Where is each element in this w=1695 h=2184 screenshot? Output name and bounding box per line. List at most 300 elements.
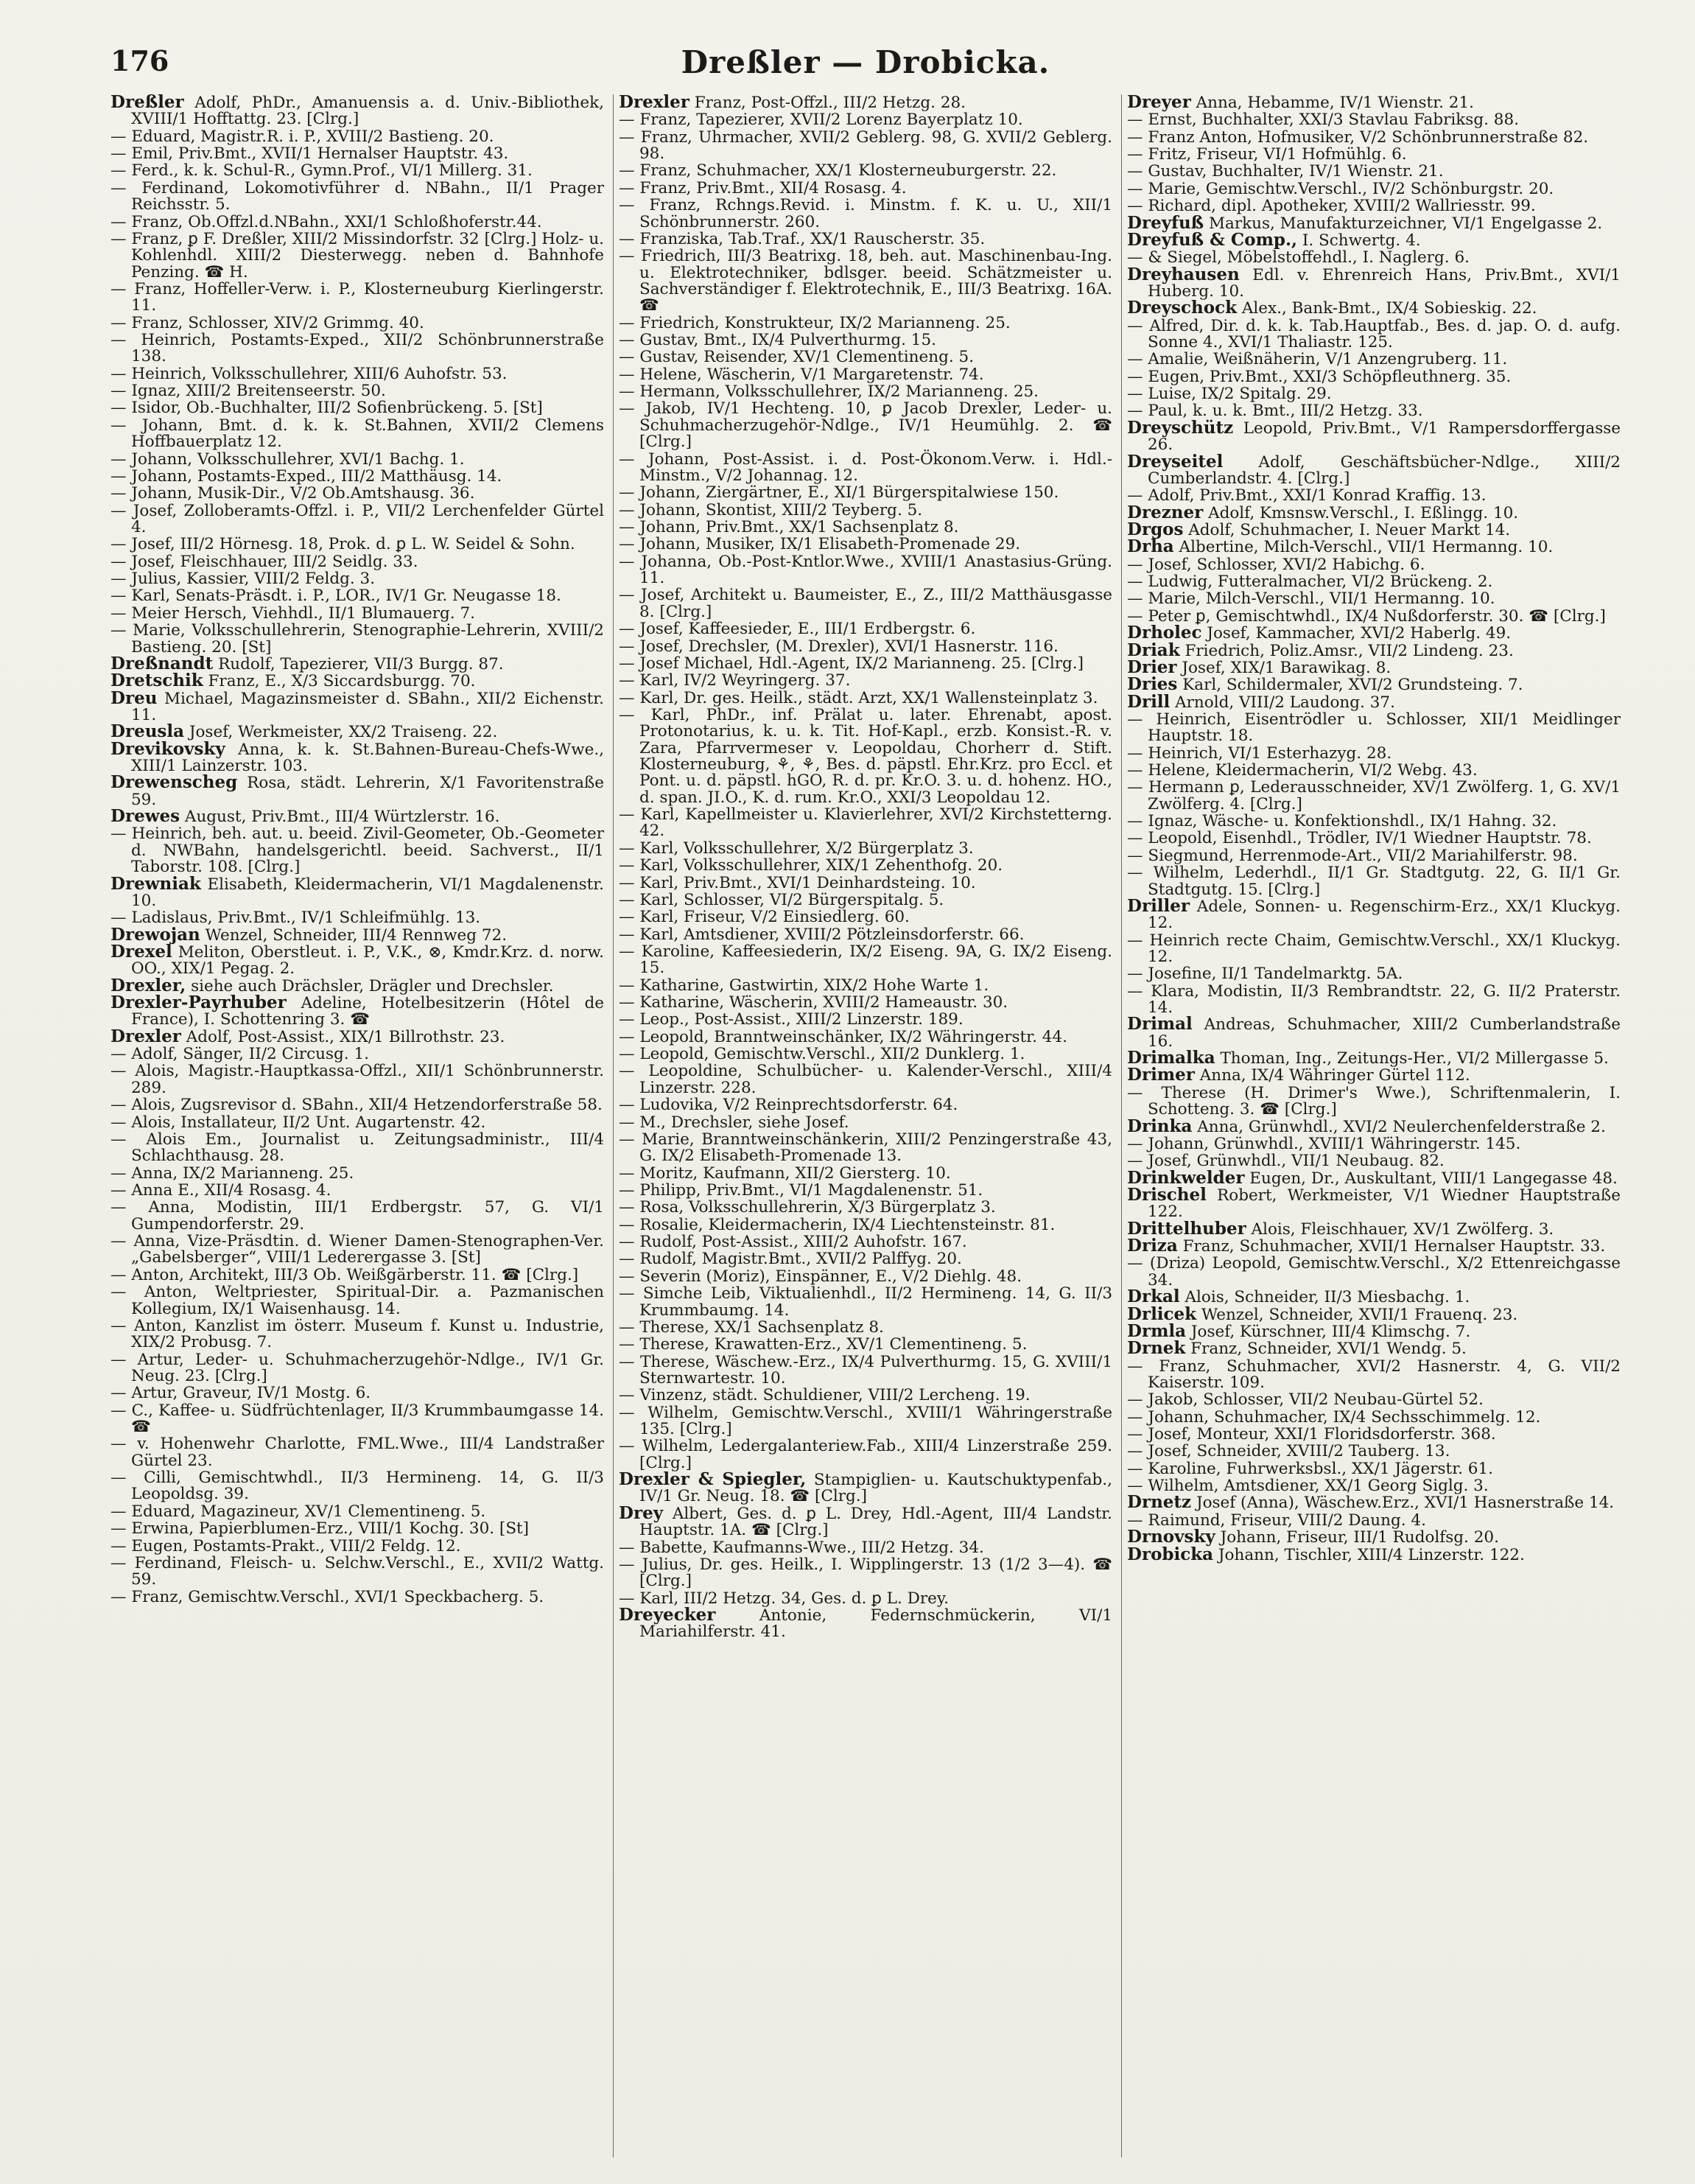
directory-entry bbox=[619, 1285, 1112, 1319]
entry-details: — Ignaz, XIII/2 Breitenseerstr. 50. bbox=[110, 382, 386, 401]
entry-details: Josef, Kürschner, III/4 Klimschg. 7. bbox=[1186, 1322, 1471, 1341]
entry-details: I. Schwertg. 4. bbox=[1297, 231, 1421, 250]
entry-details: — Alois, Zugsrevisor d. SBahn., XII/4 Hetzendorferstraße 58. bbox=[110, 1096, 603, 1115]
directory-entry bbox=[619, 1131, 1112, 1165]
directory-entry bbox=[110, 382, 604, 399]
entry-details: — Heinrich, VI/1 Esterhazyg. 28. bbox=[1127, 743, 1392, 763]
directory-entry bbox=[110, 553, 604, 570]
directory-entry bbox=[1127, 163, 1621, 180]
entry-details: Wenzel, Schneider, III/4 Rennweg 72. bbox=[200, 925, 508, 945]
directory-entry bbox=[1127, 129, 1621, 146]
directory-entry bbox=[619, 1011, 1112, 1028]
entry-details: — Leopold, Eisenhdl., Trödler, IV/1 Wiedner Hauptstr. 78. bbox=[1127, 829, 1592, 848]
entry-details: — Johann, Musiker, IX/1 Elisabeth-Promenade 29. bbox=[619, 535, 1021, 554]
entry-details: — Heinrich, Postamts-Exped., XII/2 Schönbrunnerstraße 138. bbox=[110, 331, 604, 366]
entry-surname: Drholec bbox=[1127, 623, 1202, 643]
entry-details: — Josef, Schneider, XVIII/2 Tauberg. 13. bbox=[1127, 1442, 1450, 1461]
directory-entry bbox=[619, 451, 1112, 485]
directory-entry bbox=[110, 128, 604, 145]
entry-details: Anna, Hebamme, IV/1 Wienstr. 21. bbox=[1190, 94, 1474, 112]
entry-surname: Dries bbox=[1127, 674, 1178, 695]
entry-details: — Marie, Milch-Verschl., VII/1 Hermanng. 10. bbox=[1127, 589, 1495, 609]
directory-entry bbox=[110, 417, 604, 451]
entry-details: — Johann, Ziergärtner, E., XI/1 Bürgerspitalwiese 150. bbox=[619, 483, 1059, 503]
directory-entry bbox=[619, 1387, 1112, 1404]
directory-entry bbox=[619, 1471, 1112, 1505]
directory-entry bbox=[110, 214, 604, 231]
directory-entry bbox=[1127, 1187, 1621, 1221]
entry-surname: Drexler & Spiegler, bbox=[619, 1469, 807, 1490]
directory-entry bbox=[1127, 1016, 1621, 1050]
entry-details: — Karl, Dr. ges. Heilk., städt. Arzt, XX/1 Wallensteinplatz 3. bbox=[619, 688, 1098, 707]
directory-entry bbox=[1127, 111, 1621, 128]
directory-entry bbox=[619, 1233, 1112, 1250]
entry-surname: Drha bbox=[1127, 536, 1174, 557]
directory-entry bbox=[619, 1046, 1112, 1063]
entry-details: Adolf, Kmsnsw.Verschl., I. Eßlingg. 10. bbox=[1203, 503, 1519, 522]
entry-details: — Josef, Grünwhdl., VII/1 Neubaug. 82. bbox=[1127, 1152, 1445, 1171]
entry-details: — Julius, Dr. ges. Heilk., I. Wipplingerstr. 13 (1/2 3—4). ☎ [Clrg.] bbox=[619, 1555, 1112, 1591]
entry-details: — Jakob, IV/1 Hechteng. 10, ꝑ Jacob Drexler, Leder- u. Schuhmacherzugehör-Ndlge., IV/1 Heumühlg. 2. ☎ [Clrg.] bbox=[619, 399, 1112, 452]
directory-entry bbox=[110, 1233, 604, 1267]
directory-entry bbox=[1127, 368, 1621, 385]
entry-details: — Marie, Gemischtw.Verschl., IV/2 Schönburgstr. 20. bbox=[1127, 179, 1554, 198]
entry-details: — Helene, Wäscherin, V/1 Margaretenstr. 74. bbox=[619, 365, 984, 384]
entry-details: — Meier Hersch, Viehhdl., II/1 Blumauerg. 7. bbox=[110, 603, 475, 623]
directory-entry bbox=[110, 365, 604, 382]
directory-entry bbox=[619, 519, 1112, 536]
entry-details: Adele, Sonnen- u. Regenschirm-Erz., XX/1 Kluckyg. 12. bbox=[1148, 897, 1621, 933]
directory-entry bbox=[619, 857, 1112, 874]
directory-entry bbox=[619, 1556, 1112, 1590]
directory-entry bbox=[619, 620, 1112, 637]
entry-details: — Ferdinand, Fleisch- u. Selchw.Verschl., E., XVII/2 Wattg. 59. bbox=[110, 1553, 604, 1589]
directory-entry bbox=[619, 1029, 1112, 1046]
entry-details: — Franz, ꝑ F. Dreßler, XIII/2 Missindorfstr. 32 [Clrg.] Holz- u. Kohlenhdl. XIII/2 Diesterwegg. neben d. Bahnhofe Penzing. ☎ H. bbox=[110, 229, 604, 281]
entry-details: — Johann, Musik-Dir., V/2 Ob.Amtshausg. 36. bbox=[110, 484, 475, 503]
entry-details: — (Driza) Leopold, Gemischtw.Verschl., X/2 Ettenreichgasse 34. bbox=[1127, 1254, 1621, 1289]
entry-details: Josef, Kammacher, XVI/2 Haberlg. 49. bbox=[1201, 624, 1512, 643]
entry-details: — Therese, Krawatten-Erz., XV/1 Clementineng. 5. bbox=[619, 1335, 1028, 1354]
entry-details: Albert, Ges. d. ꝑ L. Drey, Hdl.-Agent, III/4 Landstr. Hauptstr. 1A. ☎ [Clrg.] bbox=[639, 1504, 1112, 1540]
entry-details: Michael, Magazinsmeister d. SBahn., XII/2 Eichenstr. 11. bbox=[131, 689, 604, 724]
entry-surname: Drill bbox=[1127, 691, 1171, 712]
directory-entry bbox=[1127, 691, 1621, 712]
entry-details: — Johann, Volksschullehrer, XVI/1 Bachg. 1. bbox=[110, 449, 465, 469]
directory-entry bbox=[1127, 181, 1621, 197]
entry-details: Karl, Schildermaler, XVI/2 Grundsteing. 7. bbox=[1177, 676, 1523, 695]
entry-details: — Vinzenz, städt. Schuldiener, VIII/2 Lercheng. 19. bbox=[619, 1386, 1031, 1405]
entry-surname: Drimal bbox=[1127, 1014, 1193, 1035]
entry-details: — Karoline, Kaffeesiederin, IX/2 Eiseng. 9A, G. IX/2 Eiseng. 15. bbox=[619, 942, 1112, 978]
directory-columns bbox=[110, 94, 1621, 2157]
entry-surname: Drischel bbox=[1127, 1185, 1207, 1205]
entry-details: — Eduard, Magistr.R. i. P., XVIII/2 Bastieng. 20. bbox=[110, 127, 494, 146]
entry-details: Wenzel, Schneider, XVII/1 Frauenq. 23. bbox=[1196, 1305, 1518, 1324]
entry-details: — Hermann ꝑ, Lederausschneider, XV/1 Zwölferg. 1, G. XV/1 Zwölferg. 4. [Clrg.] bbox=[1127, 778, 1621, 813]
directory-entry bbox=[1127, 1303, 1621, 1324]
entry-details: — Karl, Amtsdiener, XVIII/2 Pötzleinsdorferstr. 66. bbox=[619, 925, 1025, 944]
directory-entry bbox=[110, 1131, 604, 1165]
entry-details: — Ferd., k. k. Schul-R., Gymn.Prof., VI/1 Millerg. 31. bbox=[110, 161, 533, 181]
directory-entry bbox=[619, 926, 1112, 943]
page-header bbox=[110, 44, 1621, 96]
entry-details: — Ludwig, Futteralmacher, VI/2 Brückeng. 2. bbox=[1127, 573, 1493, 592]
entry-details: — Wilhelm, Ledergalanteriew.Fab., XIII/4 Linzerstraße 259. [Clrg.] bbox=[619, 1437, 1112, 1472]
directory-column-2 bbox=[619, 94, 1112, 2157]
entry-details: — Anna, IX/2 Marianneng. 25. bbox=[110, 1163, 354, 1183]
directory-entry bbox=[1127, 573, 1621, 590]
entry-details: — Therese (H. Drimer's Wwe.), Schriftenmalerin, I. Schotteng. 3. ☎ [Clrg.] bbox=[1127, 1083, 1621, 1119]
entry-surname: Drevikovsky bbox=[110, 738, 225, 759]
entry-surname: Drexler, bbox=[110, 975, 186, 995]
directory-entry bbox=[619, 1250, 1112, 1267]
entry-details: Adeline, Hotelbesitzerin (Hôtel de France), I. Schottenring 3. ☎ bbox=[131, 994, 604, 1029]
entry-surname: Drezner bbox=[1127, 502, 1204, 522]
directory-entry bbox=[1127, 1391, 1621, 1408]
directory-entry bbox=[110, 399, 604, 416]
entry-details: — Karl, III/2 Hetzg. 34, Ges. d. ꝑ L. Drey. bbox=[619, 1589, 949, 1608]
entry-details: Alex., Bank-Bmt., IX/4 Sobieskig. 22. bbox=[1237, 299, 1537, 318]
directory-entry bbox=[619, 94, 1112, 111]
entry-details: — Johann, Postamts-Exped., III/2 Matthäusg. 14. bbox=[110, 466, 502, 486]
entry-details: — Julius, Kassier, VIII/2 Feldg. 3. bbox=[110, 570, 376, 589]
entry-details: Arnold, VIII/2 Laudong. 37. bbox=[1170, 693, 1395, 712]
entry-details: — Johann, Post-Assist. i. d. Post-Ökonom.Verw. i. Hdl.-Minstm., V/2 Johannag. 12. bbox=[619, 449, 1112, 485]
entry-surname: Dreyseitel bbox=[1127, 451, 1224, 472]
entry-details: — Johanna, Ob.-Post-Kntlor.Wwe., XVIII/1 Anastasius-Grüng. 11. bbox=[619, 552, 1112, 588]
entry-details: — Adolf, Priv.Bmt., XXI/1 Konrad Kraffig. 13. bbox=[1127, 486, 1487, 505]
entry-surname: Dretschik bbox=[110, 671, 203, 691]
entry-surname: Driller bbox=[1127, 895, 1190, 916]
entry-details: — Franz, Ob.Offzl.d.NBahn., XXI/1 Schloßhoferstr.44. bbox=[110, 212, 542, 231]
entry-details: — Wilhelm, Amtsdiener, XX/1 Georg Siglg. 3. bbox=[1127, 1477, 1489, 1496]
entry-surname: Drexler bbox=[619, 94, 689, 112]
directory-entry bbox=[619, 400, 1112, 450]
entry-details: — Karoline, Fuhrwerksbsl., XX/1 Jägerstr. 61. bbox=[1127, 1459, 1493, 1478]
directory-entry bbox=[619, 349, 1112, 365]
entry-details: — Ladislaus, Priv.Bmt., IV/1 Schleifmühlg. 13. bbox=[110, 909, 481, 928]
directory-entry bbox=[619, 231, 1112, 248]
directory-entry bbox=[1127, 745, 1621, 762]
entry-details: — Eugen, Priv.Bmt., XXI/3 Schöpfleuthnerg. 35. bbox=[1127, 367, 1512, 386]
entry-details: — Alois, Installateur, II/2 Unt. Augartenstr. 42. bbox=[110, 1113, 486, 1132]
entry-details: Anna, k. k. St.Bahnen-Bureau-Chefs-Wwe., XIII/1 Lainzerstr. 103. bbox=[131, 740, 604, 776]
directory-entry bbox=[619, 383, 1112, 400]
entry-details: Franz, Schneider, XVI/1 Wendg. 5. bbox=[1185, 1340, 1467, 1359]
directory-entry bbox=[1127, 625, 1621, 642]
directory-entry bbox=[110, 738, 604, 776]
entry-details: — Gustav, Buchhalter, IV/1 Wienstr. 21. bbox=[1127, 162, 1444, 181]
entry-details: — Gustav, Reisender, XV/1 Clementineng. 5. bbox=[619, 348, 975, 367]
directory-entry bbox=[1127, 1320, 1621, 1341]
entry-details: — Erwina, Papierblumen-Erz., VIII/1 Kochg. 30. [St] bbox=[110, 1519, 530, 1539]
directory-entry bbox=[110, 536, 604, 553]
directory-entry bbox=[619, 1539, 1112, 1556]
directory-entry bbox=[1127, 1238, 1621, 1255]
directory-entry bbox=[619, 1404, 1112, 1438]
directory-entry bbox=[110, 924, 604, 945]
entry-details: — Heinrich, Eisentrödler u. Schlosser, XII/1 Meidlinger Hauptstr. 18. bbox=[1127, 710, 1621, 746]
entry-details: siehe auch Drächsler, Drägler und Drechsler. bbox=[186, 976, 554, 995]
entry-details: — Josef, Monteur, XXI/1 Floridsdorferstr. 368. bbox=[1127, 1425, 1496, 1444]
directory-entry bbox=[619, 197, 1112, 231]
directory-entry bbox=[619, 1114, 1112, 1131]
entry-details: — Rudolf, Magistr.Bmt., XVII/2 Palffyg. 20. bbox=[619, 1250, 962, 1269]
directory-entry bbox=[110, 1284, 604, 1317]
directory-entry bbox=[619, 1165, 1112, 1182]
directory-entry bbox=[110, 332, 604, 365]
directory-entry bbox=[1127, 1409, 1621, 1426]
directory-entry bbox=[110, 1267, 604, 1284]
entry-surname: Drexler-Payrhuber bbox=[110, 993, 287, 1013]
entry-details: — Eduard, Magazineur, XV/1 Clementineng. 5. bbox=[110, 1502, 486, 1521]
entry-details: — Josefine, II/1 Tandelmarktg. 5A. bbox=[1127, 965, 1403, 984]
entry-details: — Heinrich recte Chaim, Gemischtw.Verschl., XX/1 Kluckyg. 12. bbox=[1127, 931, 1621, 966]
entry-surname: Dreyfuß bbox=[1127, 212, 1204, 233]
directory-entry bbox=[619, 484, 1112, 501]
entry-details: Stampiglien- u. Kautschuktypenfab., IV/1 Gr. Neug. 18. ☎ [Clrg.] bbox=[639, 1471, 1112, 1506]
entry-details: — Cilli, Gemischtwhdl., II/3 Hermineng. 14, G. II/3 Leopoldsg. 39. bbox=[110, 1469, 604, 1504]
entry-details: Josef (Anna), Wäschew.Erz., XVI/1 Hasnerstraße 14. bbox=[1191, 1494, 1615, 1513]
directory-entry bbox=[619, 707, 1112, 806]
entry-details: Anna, IX/4 Währinger Gürtel 112. bbox=[1194, 1066, 1470, 1085]
directory-entry bbox=[619, 977, 1112, 994]
directory-entry bbox=[1127, 1494, 1621, 1511]
entry-details: — Josef, Schlosser, XVI/2 Habichg. 6. bbox=[1127, 555, 1425, 574]
directory-entry bbox=[1127, 264, 1621, 301]
entry-details: — Paul, k. u. k. Bmt., III/2 Hetzg. 33. bbox=[1127, 402, 1423, 421]
entry-details: — Eugen, Postamts-Prakt., VIII/2 Feldg. 12. bbox=[110, 1536, 461, 1555]
directory-entry bbox=[1127, 711, 1621, 745]
directory-entry bbox=[110, 1165, 604, 1182]
directory-entry bbox=[1127, 451, 1621, 488]
entry-surname: Drobicka bbox=[1127, 1544, 1214, 1564]
entry-details: — Severin (Moriz), Einspänner, E., V/2 Diehlg. 48. bbox=[619, 1267, 1022, 1286]
entry-details: — Artur, Graveur, IV/1 Mostg. 6. bbox=[110, 1384, 371, 1403]
entry-details: — Simche Leib, Viktualienhdl., II/2 Hermineng. 14, G. II/3 Krummbaumg. 14. bbox=[619, 1284, 1112, 1320]
entry-details: Johann, Tischler, XIII/4 Linzerstr. 122. bbox=[1213, 1545, 1525, 1564]
directory-entry bbox=[619, 1199, 1112, 1216]
entry-details: — Friedrich, Konstrukteur, IX/2 Marianneng. 25. bbox=[619, 313, 1011, 332]
directory-entry bbox=[110, 1503, 604, 1520]
entry-details: — Karl, Senats-Präsdt. i. P., LOR., IV/1 Gr. Neugasse 18. bbox=[110, 587, 561, 606]
entry-details: Adolf, Schuhmacher, I. Neuer Markt 14. bbox=[1183, 520, 1511, 539]
entry-details: — Friedrich, III/3 Beatrixg. 18, beh. aut. Maschinenbau-Ing. u. Elektrotechniker, bdlsger. beeid. Schätzmeister u. Sachverständiger f. Elektrotechnik, E., III/3 Beatrixg. 16A. ☎ bbox=[619, 247, 1112, 315]
directory-entry bbox=[1127, 762, 1621, 779]
directory-entry bbox=[619, 553, 1112, 587]
entry-details: — Alois, Magistr.-Hauptkassa-Offzl., XII/1 Schönbrunnerstr. 289. bbox=[110, 1062, 604, 1097]
running-head: Dreßler — Drobicka. bbox=[681, 44, 1050, 80]
entry-details: Elisabeth, Kleidermacherin, VI/1 Magdalenenstr. 10. bbox=[131, 875, 604, 910]
entry-details: — Emil, Priv.Bmt., XVII/1 Hernalser Hauptstr. 43. bbox=[110, 144, 509, 164]
directory-entry bbox=[619, 315, 1112, 332]
entry-surname: Drlicek bbox=[1127, 1303, 1197, 1324]
directory-entry bbox=[110, 1435, 604, 1469]
directory-entry bbox=[110, 94, 604, 128]
entry-details: — Franz, Schuhmacher, XVI/2 Hasnerstr. 4, G. VII/2 Kaiserstr. 109. bbox=[1127, 1357, 1621, 1392]
directory-entry bbox=[110, 1555, 604, 1589]
entry-details: — Karl, Volksschullehrer, X/2 Bürgerplatz 3. bbox=[619, 839, 974, 858]
directory-entry bbox=[110, 485, 604, 502]
directory-entry bbox=[1127, 536, 1621, 557]
entry-surname: Drexel bbox=[110, 941, 172, 962]
entry-surname: Dreßler bbox=[110, 94, 184, 112]
directory-entry bbox=[110, 1026, 604, 1046]
directory-entry bbox=[110, 1063, 604, 1096]
entry-surname: Drewes bbox=[110, 806, 180, 827]
directory-entry bbox=[110, 774, 604, 808]
directory-entry bbox=[1127, 146, 1621, 163]
directory-entry bbox=[619, 536, 1112, 553]
entry-details: — Anna, Vize-Präsdtin. d. Wiener Damen-Stenographen-Ver. „Gabelsberger“, VIII/1 Lederergasse 3. [St] bbox=[110, 1232, 604, 1267]
entry-details: — Wilhelm, Lederhdl., II/1 Gr. Stadtgutg. 22, G. II/1 Gr. Stadtgutg. 15. [Clrg.] bbox=[1127, 864, 1621, 899]
directory-entry bbox=[1127, 1477, 1621, 1494]
directory-entry bbox=[110, 873, 604, 910]
directory-entry bbox=[110, 1114, 604, 1131]
directory-entry bbox=[110, 231, 604, 281]
directory-entry bbox=[1127, 830, 1621, 847]
directory-entry bbox=[1127, 1289, 1621, 1306]
entry-surname: Drewniak bbox=[110, 873, 201, 894]
directory-entry bbox=[619, 909, 1112, 925]
entry-details: — Johann, Schuhmacher, IX/4 Sechsschimmelg. 12. bbox=[1127, 1407, 1541, 1427]
directory-entry bbox=[110, 995, 604, 1029]
entry-surname: Driza bbox=[1127, 1236, 1178, 1256]
entry-details: — Josef Michael, Hdl.-Agent, IX/2 Marianneng. 25. [Clrg.] bbox=[619, 654, 1084, 673]
directory-entry bbox=[110, 1096, 604, 1113]
entry-details: — Leopoldine, Schulbücher- u. Kalender-Verschl., XIII/4 Linzerstr. 228. bbox=[619, 1062, 1112, 1097]
directory-entry bbox=[619, 892, 1112, 909]
directory-entry bbox=[1127, 676, 1621, 693]
entry-surname: Drgos bbox=[1127, 519, 1184, 539]
directory-entry bbox=[110, 451, 604, 468]
entry-details: — Rudolf, Post-Assist., XIII/2 Auhofstr. 167. bbox=[619, 1233, 967, 1252]
directory-entry bbox=[110, 1199, 604, 1233]
entry-surname: Dreyschock bbox=[1127, 298, 1238, 318]
directory-entry bbox=[110, 1589, 604, 1606]
entry-details: Markus, Manufakturzeichner, VI/1 Engelgasse 2. bbox=[1204, 214, 1603, 233]
entry-details: — Anna E., XII/4 Rosasg. 4. bbox=[110, 1181, 331, 1200]
directory-entry bbox=[1127, 519, 1621, 539]
entry-details: — Katharine, Gastwirtin, XIX/2 Hohe Warte 1. bbox=[619, 976, 989, 995]
directory-entry bbox=[1127, 502, 1621, 522]
entry-details: Edl. v. Ehrenreich Hans, Priv.Bmt., XVI/1 Huberg. 10. bbox=[1148, 265, 1621, 301]
entry-details: — Josef, Fleischhauer, III/2 Seidlg. 33. bbox=[110, 552, 418, 571]
entry-details: Anna, Grünwhdl., XVI/2 Neulerchenfelderstraße 2. bbox=[1192, 1117, 1606, 1136]
entry-surname: Driak bbox=[1127, 640, 1180, 660]
directory-entry bbox=[110, 1402, 604, 1436]
entry-details: — Richard, dipl. Apotheker, XVIII/2 Wallriesstr. 99. bbox=[1127, 197, 1536, 216]
directory-entry bbox=[1127, 779, 1621, 813]
directory-entry bbox=[1127, 1135, 1621, 1152]
directory-entry bbox=[110, 1317, 604, 1351]
directory-entry bbox=[1127, 932, 1621, 966]
entry-details: — Franz Anton, Hofmusiker, V/2 Schönbrunnerstraße 82. bbox=[1127, 127, 1589, 147]
directory-entry bbox=[110, 1182, 604, 1199]
directory-entry bbox=[110, 1046, 604, 1063]
directory-entry bbox=[619, 180, 1112, 197]
directory-entry bbox=[619, 1354, 1112, 1387]
directory-entry bbox=[619, 1063, 1112, 1096]
entry-details: — Ferdinand, Lokomotivführer d. NBahn., II/1 Prager Reichsstr. 5. bbox=[110, 178, 604, 214]
directory-entry bbox=[110, 315, 604, 332]
directory-entry bbox=[110, 622, 604, 656]
entry-details: — v. Hohenwehr Charlotte, FML.Wwe., III/4 Landstraßer Gürtel 23. bbox=[110, 1435, 604, 1470]
entry-details: — Philipp, Priv.Bmt., VI/1 Magdalenenstr. 51. bbox=[619, 1181, 983, 1200]
entry-details: Johann, Friseur, III/1 Rudolfsg. 20. bbox=[1215, 1528, 1499, 1547]
directory-column-1 bbox=[110, 94, 604, 2157]
entry-details: — Marie, Branntweinschänkerin, XIII/2 Penzingerstraße 43, G. IX/2 Elisabeth-Promenade 13. bbox=[619, 1130, 1112, 1166]
entry-details: Josef, XIX/1 Barawikag. 8. bbox=[1176, 658, 1392, 677]
entry-details: — Heinrich, Volksschullehrer, XIII/6 Auhofstr. 53. bbox=[110, 364, 508, 383]
entry-details: — Karl, Friseur, V/2 Einsiedlerg. 60. bbox=[619, 908, 910, 927]
entry-surname: Drewenscheg bbox=[110, 772, 238, 793]
directory-entry bbox=[110, 570, 604, 587]
directory-entry bbox=[1127, 1067, 1621, 1084]
directory-entry bbox=[619, 1438, 1112, 1471]
entry-details: — Franz, Hoffeller-Verw. i. P., Klosterneuburg Kierlingerstr. 11. bbox=[110, 279, 604, 315]
directory-entry bbox=[1127, 1218, 1621, 1239]
directory-entry bbox=[110, 281, 604, 315]
directory-entry bbox=[110, 180, 604, 214]
directory-entry bbox=[1127, 300, 1621, 317]
entry-surname: Drimer bbox=[1127, 1065, 1195, 1085]
directory-entry bbox=[1127, 1443, 1621, 1460]
directory-entry bbox=[619, 162, 1112, 179]
entry-details: — Wilhelm, Gemischtw.Verschl., XVIII/1 Währingerstraße 135. [Clrg.] bbox=[619, 1403, 1112, 1439]
entry-details: — Anton, Weltpriester, Spiritual-Dir. a. Pazmanischen Kollegium, IX/1 Waisenhausg. 14. bbox=[110, 1283, 604, 1318]
entry-details: — Franz, Schlosser, XIV/2 Grimmg. 40. bbox=[110, 313, 424, 332]
entry-details: — Franz, Priv.Bmt., XII/4 Rosasg. 4. bbox=[619, 178, 907, 197]
entry-surname: Drexler bbox=[110, 1026, 181, 1046]
page-number: 176 bbox=[110, 44, 169, 77]
entry-details: — Hermann, Volksschullehrer, IX/2 Marianneng. 25. bbox=[619, 382, 1039, 402]
directory-entry bbox=[1127, 659, 1621, 676]
entry-details: — Karl, Schlosser, VI/2 Bürgerspitalg. 5. bbox=[619, 890, 944, 909]
directory-entry bbox=[619, 1268, 1112, 1285]
entry-details: — Franz, Uhrmacher, XVII/2 Geblerg. 98, G. XVII/2 Geblerg. 98. bbox=[619, 127, 1112, 164]
entry-details: — Babette, Kaufmanns-Wwe., III/2 Hetzg. 34. bbox=[619, 1538, 984, 1557]
entry-surname: Dreyecker bbox=[619, 1604, 716, 1625]
entry-surname: Drier bbox=[1127, 657, 1177, 677]
entry-details: — Josef, III/2 Hörnesg. 18, Prok. d. ꝑ L. W. Seidel & Sohn. bbox=[110, 535, 575, 554]
entry-surname: Dreu bbox=[110, 687, 158, 708]
directory-entry bbox=[1127, 1460, 1621, 1477]
entry-details: — Karl, Volksschullehrer, XIX/1 Zehenthofg. 20. bbox=[619, 856, 1003, 875]
directory-entry bbox=[110, 1538, 604, 1555]
entry-details: Alois, Schneider, II/3 Miesbachg. 1. bbox=[1179, 1288, 1470, 1307]
entry-details: Andreas, Schuhmacher, XIII/2 Cumberlandstraße 16. bbox=[1148, 1015, 1621, 1051]
entry-details: August, Priv.Bmt., III/4 Würtzlerstr. 16. bbox=[180, 808, 500, 827]
entry-surname: Drey bbox=[619, 1502, 664, 1523]
directory-entry bbox=[619, 1604, 1112, 1642]
entry-details: — Moritz, Kaufmann, XII/2 Giersterg. 10. bbox=[619, 1163, 951, 1183]
entry-details: — Raimund, Friseur, VIII/2 Daung. 4. bbox=[1127, 1511, 1426, 1530]
directory-entry bbox=[110, 1351, 604, 1385]
directory-entry bbox=[619, 655, 1112, 672]
entry-surname: Drinka bbox=[1127, 1116, 1193, 1136]
directory-column-3 bbox=[1127, 94, 1621, 2157]
directory-entry bbox=[619, 840, 1112, 857]
entry-details: — Karl, Kapellmeister u. Klavierlehrer, XVI/2 Kirchstetterng. 42. bbox=[619, 805, 1112, 841]
entry-details: — Franziska, Tab.Traf., XX/1 Rauscherstr. 35. bbox=[619, 229, 986, 248]
entry-details: — Johann, Priv.Bmt., XX/1 Sachsenplatz 8. bbox=[619, 517, 959, 536]
entry-details: — Alois Em., Journalist u. Zeitungsadministr., III/4 Schlachthausg. 28. bbox=[110, 1130, 604, 1166]
entry-details: — Klara, Modistin, II/3 Rembrandtstr. 22, G. II/2 Praterstr. 14. bbox=[1127, 981, 1621, 1018]
entry-details: Meliton, Oberstleut. i. P., V.K., ⊗, Kmdr.Krz. d. norw. OO., XIX/1 Pegag. 2. bbox=[131, 942, 604, 979]
directory-entry bbox=[619, 1182, 1112, 1199]
